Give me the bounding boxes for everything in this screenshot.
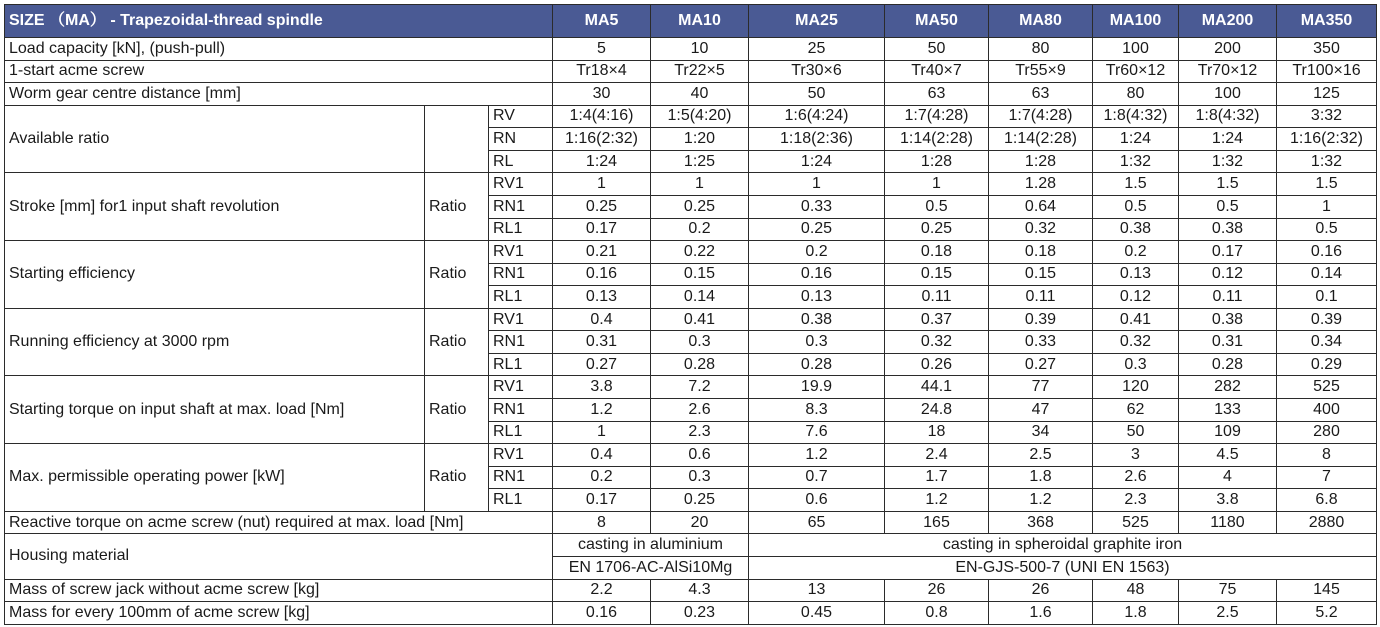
value-cell: 0.21	[553, 241, 651, 264]
value-cell: 0.38	[1093, 218, 1179, 241]
sub-label: RL1	[489, 353, 553, 376]
value-cell: 133	[1179, 399, 1277, 422]
value-cell: 3.8	[1179, 489, 1277, 512]
value-cell: 0.15	[885, 263, 989, 286]
value-cell: 1	[553, 421, 651, 444]
value-cell: 0.25	[553, 195, 651, 218]
value-cell: 4.5	[1179, 444, 1277, 467]
housing-alu-code: EN 1706-AC-AlSi10Mg	[553, 556, 749, 579]
value-cell: Tr60×12	[1093, 60, 1179, 83]
table-header	[5, 5, 1377, 38]
sub-label: RL1	[489, 489, 553, 512]
sub-label: RL1	[489, 218, 553, 241]
table-body	[5, 38, 1377, 625]
value-cell: 1.2	[885, 489, 989, 512]
value-cell: 0.45	[749, 602, 885, 625]
value-cell: 100	[1179, 83, 1277, 106]
value-cell: 4.3	[651, 579, 749, 602]
value-cell: 0.6	[749, 489, 885, 512]
ratio-label: Ratio	[425, 376, 489, 444]
value-cell: 2.3	[651, 421, 749, 444]
value-cell: 44.1	[885, 376, 989, 399]
sub-label: RV1	[489, 308, 553, 331]
value-cell: 0.33	[749, 195, 885, 218]
value-cell: 0.27	[989, 353, 1093, 376]
value-cell: 48	[1093, 579, 1179, 602]
value-cell: 1:32	[1277, 150, 1377, 173]
value-cell: 1.2	[989, 489, 1093, 512]
value-cell: 0.23	[651, 602, 749, 625]
value-cell: 0.38	[1179, 218, 1277, 241]
value-cell: 2.3	[1093, 489, 1179, 512]
value-cell: 1:24	[553, 150, 651, 173]
value-cell: 1:18(2:36)	[749, 128, 885, 151]
value-cell: Tr30×6	[749, 60, 885, 83]
value-cell: 1:16(2:32)	[1277, 128, 1377, 151]
sub-label: RN1	[489, 331, 553, 354]
value-cell: 368	[989, 511, 1093, 534]
model-header: MA50	[885, 5, 989, 38]
value-cell: 0.2	[553, 466, 651, 489]
value-cell: Tr70×12	[1179, 60, 1277, 83]
value-cell: 0.4	[553, 308, 651, 331]
model-header: MA10	[651, 5, 749, 38]
value-cell: 0.25	[749, 218, 885, 241]
value-cell: 7.2	[651, 376, 749, 399]
value-cell: 1:32	[1179, 150, 1277, 173]
value-cell: 1:16(2:32)	[553, 128, 651, 151]
value-cell: 8	[1277, 444, 1377, 467]
value-cell: 0.3	[651, 466, 749, 489]
model-header: MA350	[1277, 5, 1377, 38]
model-header: MA25	[749, 5, 885, 38]
value-cell: 0.11	[1179, 286, 1277, 309]
value-cell: 63	[989, 83, 1093, 106]
value-cell: 0.5	[1179, 195, 1277, 218]
value-cell: 1.5	[1277, 173, 1377, 196]
value-cell: 3:32	[1277, 105, 1377, 128]
row-label: Max. permissible operating power [kW]	[5, 444, 425, 512]
value-cell: 2.6	[1093, 466, 1179, 489]
value-cell: 13	[749, 579, 885, 602]
value-cell: 0.16	[553, 602, 651, 625]
row-label: Stroke [mm] for1 input shaft revolution	[5, 173, 425, 241]
value-cell: 6.8	[1277, 489, 1377, 512]
value-cell: 50	[885, 38, 989, 61]
value-cell: 5	[553, 38, 651, 61]
value-cell: 0.11	[989, 286, 1093, 309]
sub-label: RV1	[489, 444, 553, 467]
row-label: Mass of screw jack without acme screw [kg]	[5, 579, 553, 602]
value-cell: 1:32	[1093, 150, 1179, 173]
sub-label: RV	[489, 105, 553, 128]
value-cell: 1	[651, 173, 749, 196]
value-cell: 165	[885, 511, 989, 534]
value-cell: 1.8	[1093, 602, 1179, 625]
value-cell: 3.8	[553, 376, 651, 399]
value-cell: 1.28	[989, 173, 1093, 196]
value-cell: 1:5(4:20)	[651, 105, 749, 128]
value-cell: 0.5	[1277, 218, 1377, 241]
row-label: Housing material	[5, 534, 553, 579]
row-label: 1-start acme screw	[5, 60, 553, 83]
table-row-ratio	[5, 105, 1377, 128]
value-cell: 1:24	[1179, 128, 1277, 151]
value-cell: 1:7(4:28)	[885, 105, 989, 128]
value-cell: 0.22	[651, 241, 749, 264]
value-cell: 1:8(4:32)	[1179, 105, 1277, 128]
value-cell: 1	[749, 173, 885, 196]
value-cell: 0.28	[749, 353, 885, 376]
row-label: Available ratio	[5, 105, 425, 173]
value-cell: 1:6(4:24)	[749, 105, 885, 128]
value-cell: 1:24	[749, 150, 885, 173]
value-cell: 0.17	[553, 489, 651, 512]
value-cell: 0.39	[1277, 308, 1377, 331]
value-cell: 282	[1179, 376, 1277, 399]
value-cell: 0.33	[989, 331, 1093, 354]
ratio-label: Ratio	[425, 308, 489, 376]
value-cell: 1:24	[1093, 128, 1179, 151]
value-cell: 120	[1093, 376, 1179, 399]
value-cell: 0.2	[1093, 241, 1179, 264]
table-row-acme-screw	[5, 60, 1377, 83]
value-cell: 0.3	[1093, 353, 1179, 376]
value-cell: 0.1	[1277, 286, 1377, 309]
value-cell: Tr40×7	[885, 60, 989, 83]
value-cell: 0.17	[1179, 241, 1277, 264]
value-cell: 18	[885, 421, 989, 444]
value-cell: 280	[1277, 421, 1377, 444]
value-cell: 0.16	[749, 263, 885, 286]
value-cell: Tr55×9	[989, 60, 1093, 83]
value-cell: 0.64	[989, 195, 1093, 218]
table-row-worm-gear	[5, 83, 1377, 106]
value-cell: 2.2	[553, 579, 651, 602]
row-label: Load capacity [kN], (push-pull)	[5, 38, 553, 61]
value-cell: 0.38	[1179, 308, 1277, 331]
ratio-label: Ratio	[425, 241, 489, 309]
model-header: MA80	[989, 5, 1093, 38]
value-cell: 0.17	[553, 218, 651, 241]
value-cell: 0.27	[553, 353, 651, 376]
value-cell: 0.3	[651, 331, 749, 354]
value-cell: 1:8(4:32)	[1093, 105, 1179, 128]
value-cell: 0.13	[553, 286, 651, 309]
value-cell: 0.14	[1277, 263, 1377, 286]
value-cell: 0.32	[989, 218, 1093, 241]
value-cell: 0.13	[1093, 263, 1179, 286]
value-cell: 145	[1277, 579, 1377, 602]
value-cell: 75	[1179, 579, 1277, 602]
table-row-housing	[5, 534, 1377, 557]
value-cell: 4	[1179, 466, 1277, 489]
table-row-running-eff	[5, 308, 1377, 331]
model-header: MA200	[1179, 5, 1277, 38]
sub-label: RV1	[489, 376, 553, 399]
sub-label: RV1	[489, 173, 553, 196]
value-cell: 77	[989, 376, 1093, 399]
value-cell: 0.25	[885, 218, 989, 241]
value-cell: 80	[989, 38, 1093, 61]
value-cell: 2.5	[1179, 602, 1277, 625]
value-cell: 1180	[1179, 511, 1277, 534]
value-cell: Tr100×16	[1277, 60, 1377, 83]
value-cell: 30	[553, 83, 651, 106]
value-cell: 0.41	[651, 308, 749, 331]
value-cell: 2.5	[989, 444, 1093, 467]
sub-label: RL1	[489, 286, 553, 309]
value-cell: 62	[1093, 399, 1179, 422]
housing-alu: casting in aluminium	[553, 534, 749, 557]
value-cell: 10	[651, 38, 749, 61]
value-cell: 50	[749, 83, 885, 106]
value-cell: 0.12	[1179, 263, 1277, 286]
row-label: Starting efficiency	[5, 241, 425, 309]
value-cell: 0.38	[749, 308, 885, 331]
ratio-label	[425, 105, 489, 173]
row-label: Worm gear centre distance [mm]	[5, 83, 553, 106]
value-cell: 0.16	[553, 263, 651, 286]
value-cell: 7.6	[749, 421, 885, 444]
table-row-starting-eff	[5, 241, 1377, 264]
value-cell: 80	[1093, 83, 1179, 106]
value-cell: 0.18	[989, 241, 1093, 264]
sub-label: RV1	[489, 241, 553, 264]
housing-iron-code: EN-GJS-500-7 (UNI EN 1563)	[749, 556, 1377, 579]
value-cell: 350	[1277, 38, 1377, 61]
value-cell: 34	[989, 421, 1093, 444]
value-cell: 1.5	[1179, 173, 1277, 196]
table-row-mass-100	[5, 602, 1377, 625]
value-cell: 0.16	[1277, 241, 1377, 264]
value-cell: 2880	[1277, 511, 1377, 534]
sub-label: RN1	[489, 195, 553, 218]
value-cell: 1.2	[749, 444, 885, 467]
value-cell: 0.2	[651, 218, 749, 241]
value-cell: 7	[1277, 466, 1377, 489]
value-cell: 25	[749, 38, 885, 61]
value-cell: 400	[1277, 399, 1377, 422]
table-row-mass-jack	[5, 579, 1377, 602]
value-cell: 1.6	[989, 602, 1093, 625]
value-cell: 2.6	[651, 399, 749, 422]
row-label: Mass for every 100mm of acme screw [kg]	[5, 602, 553, 625]
value-cell: 40	[651, 83, 749, 106]
header-row	[5, 5, 1377, 38]
value-cell: 0.28	[651, 353, 749, 376]
value-cell: 0.39	[989, 308, 1093, 331]
value-cell: 1:4(4:16)	[553, 105, 651, 128]
value-cell: 1.5	[1093, 173, 1179, 196]
value-cell: 0.11	[885, 286, 989, 309]
value-cell: 0.26	[885, 353, 989, 376]
value-cell: 1:20	[651, 128, 749, 151]
value-cell: 63	[885, 83, 989, 106]
value-cell: 8	[553, 511, 651, 534]
value-cell: 525	[1093, 511, 1179, 534]
value-cell: 1	[1277, 195, 1377, 218]
value-cell: 0.31	[553, 331, 651, 354]
value-cell: 0.25	[651, 195, 749, 218]
value-cell: 0.3	[749, 331, 885, 354]
value-cell: 0.34	[1277, 331, 1377, 354]
model-header: MA100	[1093, 5, 1179, 38]
value-cell: 100	[1093, 38, 1179, 61]
sub-label: RL1	[489, 421, 553, 444]
value-cell: 0.5	[1093, 195, 1179, 218]
value-cell: 1	[885, 173, 989, 196]
housing-iron: casting in spheroidal graphite iron	[749, 534, 1377, 557]
sub-label: RN1	[489, 466, 553, 489]
row-label: Reactive torque on acme screw (nut) required at max. load [Nm]	[5, 511, 553, 534]
value-cell: 525	[1277, 376, 1377, 399]
value-cell: 0.12	[1093, 286, 1179, 309]
table-row-max-power	[5, 444, 1377, 467]
ratio-label: Ratio	[425, 173, 489, 241]
table-title: SIZE （MA） - Trapezoidal-thread spindle	[5, 5, 553, 38]
value-cell: 8.3	[749, 399, 885, 422]
value-cell: 1:14(2:28)	[989, 128, 1093, 151]
value-cell: 1:7(4:28)	[989, 105, 1093, 128]
model-header: MA5	[553, 5, 651, 38]
value-cell: 0.29	[1277, 353, 1377, 376]
value-cell: 0.8	[885, 602, 989, 625]
value-cell: 0.6	[651, 444, 749, 467]
value-cell: Tr18×4	[553, 60, 651, 83]
table-row-reactive-torque	[5, 511, 1377, 534]
value-cell: 0.18	[885, 241, 989, 264]
value-cell: 5.2	[1277, 602, 1377, 625]
sub-label: RN	[489, 128, 553, 151]
value-cell: 125	[1277, 83, 1377, 106]
value-cell: 1:28	[989, 150, 1093, 173]
value-cell: 47	[989, 399, 1093, 422]
value-cell: 0.31	[1179, 331, 1277, 354]
value-cell: 1:28	[885, 150, 989, 173]
spec-table	[4, 4, 1377, 625]
value-cell: 2.4	[885, 444, 989, 467]
value-cell: 0.13	[749, 286, 885, 309]
value-cell: 1.2	[553, 399, 651, 422]
value-cell: 20	[651, 511, 749, 534]
table-row-load-capacity	[5, 38, 1377, 61]
sub-label: RN1	[489, 263, 553, 286]
sub-label: RL	[489, 150, 553, 173]
value-cell: 0.32	[1093, 331, 1179, 354]
value-cell: 0.2	[749, 241, 885, 264]
sub-label: RN1	[489, 399, 553, 422]
value-cell: 3	[1093, 444, 1179, 467]
value-cell: 1.7	[885, 466, 989, 489]
value-cell: 0.37	[885, 308, 989, 331]
ratio-label: Ratio	[425, 444, 489, 512]
value-cell: 24.8	[885, 399, 989, 422]
row-label: Running efficiency at 3000 rpm	[5, 308, 425, 376]
row-label: Starting torque on input shaft at max. load [Nm]	[5, 376, 425, 444]
value-cell: 0.32	[885, 331, 989, 354]
value-cell: 200	[1179, 38, 1277, 61]
value-cell: 1	[553, 173, 651, 196]
value-cell: 109	[1179, 421, 1277, 444]
value-cell: Tr22×5	[651, 60, 749, 83]
value-cell: 0.5	[885, 195, 989, 218]
value-cell: 0.28	[1179, 353, 1277, 376]
value-cell: 65	[749, 511, 885, 534]
value-cell: 0.25	[651, 489, 749, 512]
value-cell: 26	[885, 579, 989, 602]
value-cell: 0.41	[1093, 308, 1179, 331]
value-cell: 1.8	[989, 466, 1093, 489]
value-cell: 1:25	[651, 150, 749, 173]
table-row-stroke	[5, 173, 1377, 196]
value-cell: 50	[1093, 421, 1179, 444]
value-cell: 0.4	[553, 444, 651, 467]
value-cell: 0.15	[989, 263, 1093, 286]
value-cell: 0.7	[749, 466, 885, 489]
table-row-starting-torque	[5, 376, 1377, 399]
value-cell: 0.14	[651, 286, 749, 309]
value-cell: 1:14(2:28)	[885, 128, 989, 151]
value-cell: 0.15	[651, 263, 749, 286]
value-cell: 19.9	[749, 376, 885, 399]
value-cell: 26	[989, 579, 1093, 602]
